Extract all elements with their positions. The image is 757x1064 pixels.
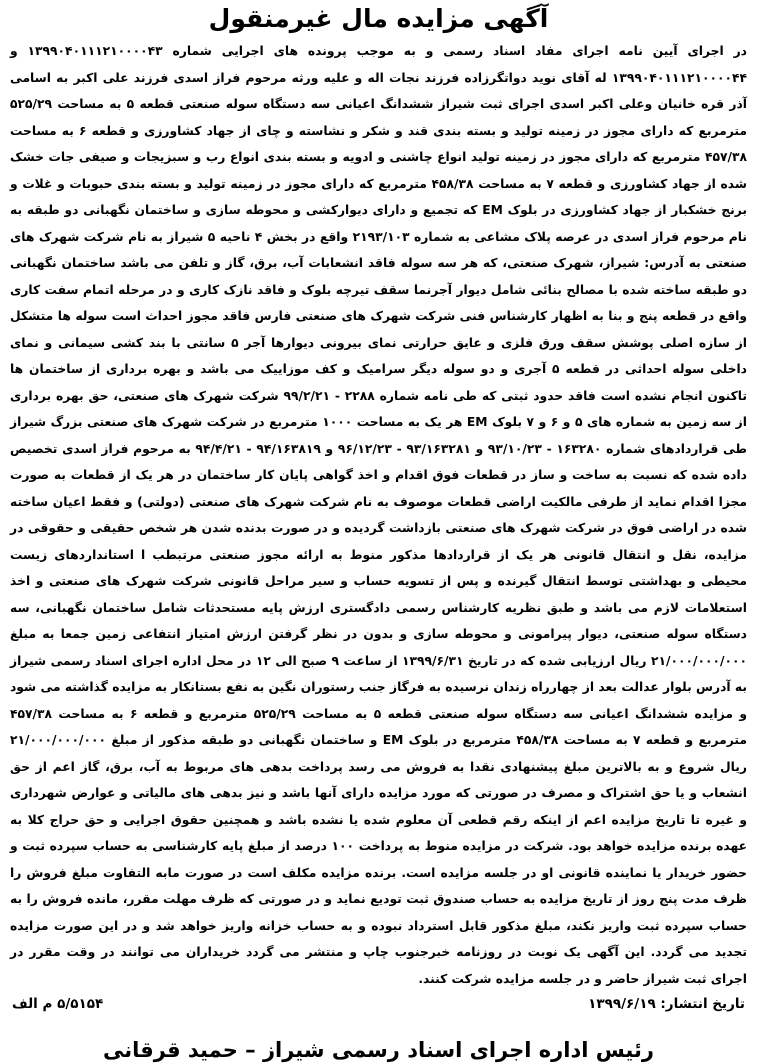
reference-number: ۵/۵۱۵۴ م الف [12,996,104,1012]
publish-date: تاریخ انتشار: ۱۳۹۹/۶/۱۹ [588,996,745,1012]
notice-footer [8,992,749,1016]
notice-title: آگهی مزایده مال غیرمنقول [208,4,549,33]
notice-body: در اجرای آیین نامه اجرای مفاد اسناد رسمی و به موجب پرونده های اجرایی شماره ۱۳۹۹۰۴۰۱۱۱۲۱۰۰۰۰۴۳ و ۱۳۹۹۰۴۰۱۱۱۲۱۰۰۰۰۴۴ له آقای نوید دواتگرزاده فرزند نجات اله و علیه ورثه مرحوم فراز اسدی فرزند علی اکبر به اسامی آذر قره خانیان وعلی اکبر اسدی اجرای ثبت شیراز ششدانگ اعیانی سه دستگاه سوله صنعتی قطعه ۵ به مساحت ۵۲۵/۲۹ مترمربع که دارای مجوز در زمینه تولید و بسته بندی قند و شکر و نشاسته و چای از جهاد کشاورزی و قطعه ۶ به مساحت ۴۵۷/۳۸ مترمربع که دارای مجوز در زمینه تولید انواع چاشنی و ادویه و بسته بندی انواع رب و سبزیجات و صیفی جات خشک شده از جهاد کشاورزی و قطعه ۷ به مساحت ۴۵۸/۳۸ مترمربع که دارای مجوز در زمینه تولید و بسته بندی حبوبات و غلات و برنج خشکبار از جهاد کشاورزی در بلوک EM که تجمیع و دارای دیوارکشی و محوطه سازی و ساختمان نگهبانی دو طبقه به نام مرحوم فراز اسدی در عرصه پلاک مشاعی به شماره ۲۱۹۳/۱۰۳ واقع در بخش ۴ ناحیه ۵ شیراز به نام شرکت شهرک های صنعتی به آدرس: شیراز، شهرک صنعتی، که هر سه سوله فاقد انشعابات آب، برق، گاز و تلفن می باشد ساختمان نگهبانی دو طبقه ساخته شده با مصالح بنائی شامل دیوار آجرنما سقف تیرچه بلوک و فاقد نازک کاری و در مرحله اتمام سفت کاری واقع در قطعه پنج و بنا به اظهار کارشناس فنی شرکت شهرک های صنعتی فارس فاقد مجوز احداث است سوله ها متشکل از سازه اصلی پوشش سقف ورق فلزی و عایق حرارتی نمای بیرونی دیوارها آجر ۵ سانتی با بند کشی سیمانی و نمای داخلی سوله احداثی در قطعه ۵ آجری و دو سوله دیگر سرامیک و کف موزاییک می باشد و بهره برداری از ساختمان ها تاکنون انجام نشده است فاقد حدود ثبتی که طی نامه شماره ۲۲۸۸ - ۹۹/۲/۲۱ شرکت شهرک های صنعتی، حق بهره برداری از سه زمین به شماره های ۵ و ۶ و ۷ بلوک EM هر یک به مساحت ۱۰۰۰ مترمربع در شرکت شهرک های صنعتی بزرگ شیراز طی قراردادهای شماره ۱۶۳۲۸۰ - ۹۳/۱۰/۲۳ و ۹۳/۱۶۳۲۸۱ - ۹۶/۱۲/۲۳ و ۹۴/۱۶۳۸۱۹ - ۹۴/۴/۲۱ به مرحوم فراز اسدی تخصیص داده شده که نسبت به ساخت و ساز در قطعات فوق اقدام و اخذ گواهی پایان کار ساختمان در هر یک از قطعات به صورت مجزا اقدام نماید از طرفی مالکیت اراضی قطعات موصوف به نام شرکت شهرک های صنعتی (دولتی) و فقط اعیان ساخته شده در اراضی فوق در شرکت شهرک های صنعتی بازداشت گردیده و در صورت بدنده شدن هر شخص حقیقی و حقوقی در مزایده، نقل و انتقال قانونی هر یک از قراردادها مذکور منوط به ارائه مجوز صنعتی مرتبطب ا استانداردهای زیست محیطی و بهداشتی توسط انتقال گیرنده و پس از تسویه حساب و سیر مراحل قانونی شرکت شهرک های صنعتی و اخذ استعلامات لازم می باشد و طبق نظریه کارشناس رسمی دادگستری ارزش پایه مستحدثات شامل ساختمان نگهبانی، سه دستگاه سوله صنعتی، دیوار پیرامونی و محوطه سازی و بدون در نظر گرفتن ارزش امتیاز انتفاعی زمین جمعا به مبلغ ۲۱/۰۰۰/۰۰۰/۰۰۰ ریال ارزیابی شده که در تاریخ ۱۳۹۹/۶/۳۱ از ساعت ۹ صبح الی ۱۲ در محل اداره اجرای اسناد رسمی شیراز به آدرس بلوار عدالت بعد از چهارراه زندان نرسیده به فرگاز جنب رستوران نگین به نفع بستانکار به مزایده گذاشته می شود و مزایده ششدانگ اعیانی سه دستگاه سوله صنعتی قطعه ۵ به مساحت ۵۲۵/۲۹ مترمربع و قطعه ۶ به مساحت ۴۵۷/۳۸ مترمربع و قطعه ۷ به مساحت ۴۵۸/۳۸ مترمربع در بلوک EM و ساختمان نگهبانی دو طبقه مذکور از مبلغ ۲۱/۰۰۰/۰۰۰/۰۰۰ ریال شروع و به بالاترین مبلغ پیشنهادی نقدا به فروش می رسد پرداخت بدهی های مربوط به آب، برق، گاز اعم از حق انشعاب و یا حق اشتراک و مصرف در صورتی که مورد مزایده دارای آنها باشد و نیز بدهی های مالیاتی و عوارض شهرداری و غیره تا تاریخ مزایده اعم از اینکه رقم قطعی آن معلوم شده یا نشده باشد و همچنین حقوق اجرایی و حق حراج کلا به عهده برنده مزایده خواهد بود. شرکت در مزایده منوط به پرداخت ۱۰۰ درصد از مبلغ پایه کارشناسی به حساب سپرده ثبت و حضور خریدار یا نماینده قانونی او در جلسه مزایده است. برنده مزایده مکلف است در صورت مابه التفاوت مبلغ فروش را ظرف مدت پنج روز از تاریخ مزایده به حساب صندوق ثبت تودیع نماید و در صورتی که ظرف مهلت مقرر، مانده فروش را به حساب سپرده ثبت واریز نکند، مبلغ مذکور قابل استرداد نبوده و به حساب خزانه واریز خواهد شد و در این صورت مزایده تجدید می گردد. این آگهی یک نوبت در روزنامه خبرجنوب چاپ و منتشر می گردد خریداران می توانند در وقت مقرر در اجرای ثبت شیراز حاضر و در جلسه مزایده شرکت کنند. [10,44,748,986]
signature-line: رئیس اداره اجرای اسناد رسمی شیراز – حمید قرقانی [103,1038,654,1062]
